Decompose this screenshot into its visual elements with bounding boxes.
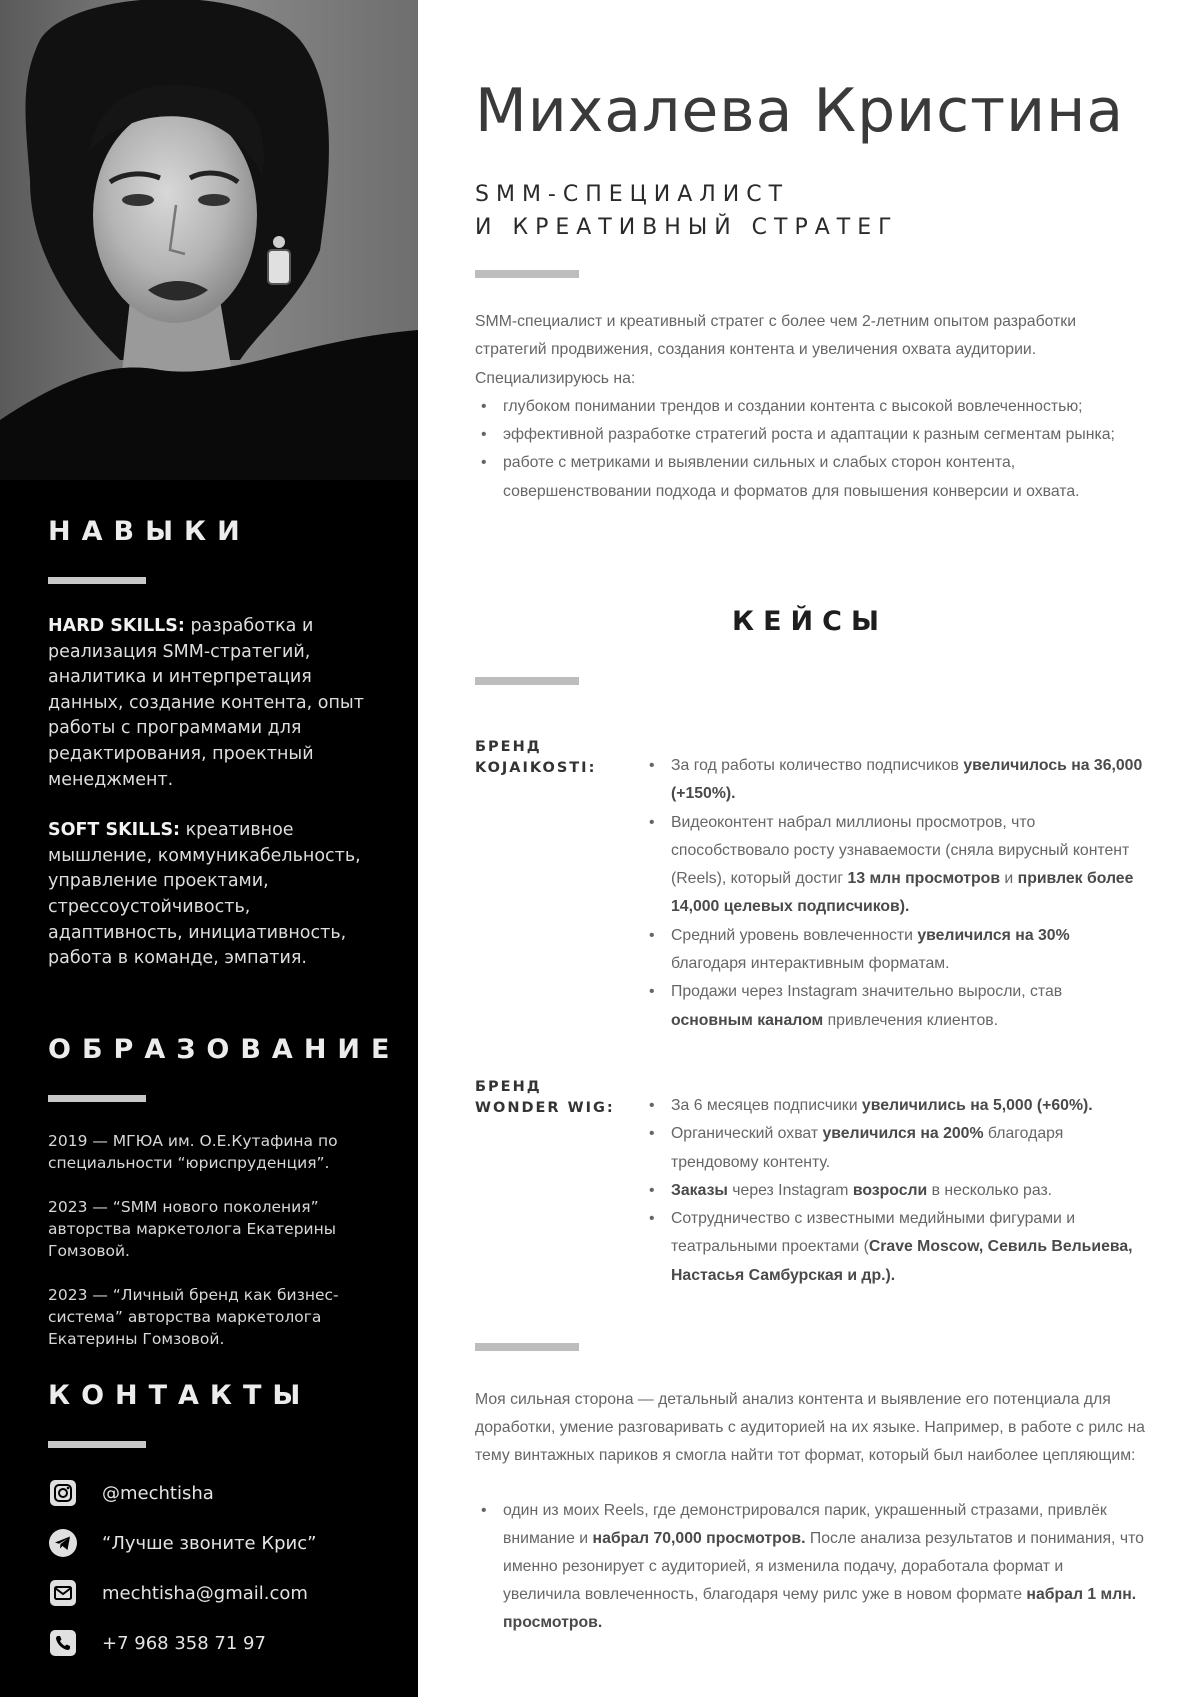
skills-divider: [48, 577, 146, 584]
list-item: • один из моих Reels, где демонстрировался парик, украшенный стразами, привлёк внимание и набрал 70,000 просмотров. После анализа результатов и понимания, что именно резонирует с аудиторией, я изменила подачу, доработала формат и увеличила вовлеченность, благодаря чему рилс уже в новом формате набрал 1 млн. просмотров.: [475, 1497, 1145, 1636]
job-title: [475, 178, 899, 244]
telegram-icon: [48, 1528, 78, 1558]
outro-text: Моя сильная сторона — детальный анализ контента и выявление его потенциала для доработки, умение разговаривать с аудиторией на их языке. Например, в работе с рилс на тему винтажных париков я смогла найти тот формат, который был наиболее цепляющим:: [475, 1391, 1145, 1464]
instagram-icon: [48, 1478, 78, 1508]
email-icon: [48, 1578, 78, 1608]
case-wonderwig-label: [475, 1077, 615, 1119]
contact-instagram[interactable]: [48, 1468, 388, 1518]
email-address[interactable]: mechtisha@gmail.com: [102, 1582, 308, 1604]
education-heading: ОБРАЗОВАНИЕ: [48, 1034, 401, 1065]
intro-summary: [475, 308, 1145, 506]
job-title-line: И КРЕАТИВНЫЙ СТРАТЕГ: [475, 215, 899, 240]
education-divider: [48, 1095, 146, 1102]
header-divider: [475, 270, 579, 278]
intro-list: [475, 393, 1145, 506]
list-item: • За год работы количество подписчиков увеличилось на 36,000 (+150%).: [643, 752, 1148, 809]
soft-skills-text: креативное мышление, коммуникабельность, управление проектами, стрессоустойчивость, адаптивность, инициативность, работа в команде, эмпатия.: [48, 820, 361, 969]
brand-label-line: БРЕНД: [475, 739, 542, 755]
case-kojaikosti-body: [643, 752, 1148, 1035]
contact-telegram[interactable]: [48, 1518, 388, 1568]
full-name: Михалева Кристина: [475, 76, 1125, 146]
cases-divider: [475, 677, 579, 685]
contacts-heading: КОНТАКТЫ: [48, 1380, 312, 1411]
case-kojaikosti-label: [475, 737, 596, 779]
list-item: • эффективной разработке стратегий роста и адаптации к разным сегментам рынка;: [475, 421, 1145, 449]
outro-divider: [475, 1343, 579, 1351]
soft-skills-label: SOFT SKILLS:: [48, 820, 181, 841]
list-item: • Органический охват увеличился на 200% благодаря трендовому контенту.: [643, 1120, 1148, 1177]
education-item: 2023 — “Личный бренд как бизнес-система” авторства маркетолога Екатерины Гомзовой.: [48, 1286, 339, 1348]
list-item: • Заказы через Instagram возросли в несколько раз.: [643, 1177, 1148, 1205]
contacts-divider: [48, 1441, 146, 1448]
profile-photo: [0, 0, 418, 480]
education-item: 2019 — МГЮА им. О.Е.Кутафина по специальности “юриспруденция”.: [48, 1132, 338, 1172]
brand-label-line: WONDER WIG:: [475, 1100, 615, 1116]
phone-icon: [48, 1628, 78, 1658]
job-title-line: SMM-СПЕЦИАЛИСТ: [475, 182, 790, 207]
phone-number[interactable]: +7 968 358 71 97: [102, 1632, 266, 1654]
contact-phone[interactable]: [48, 1618, 388, 1668]
sidebar: [0, 0, 418, 1697]
outro-section: [475, 1386, 1145, 1636]
list-item: • Видеоконтент набрал миллионы просмотров, что способствовало росту узнаваемости (сняла вирусный контент (Reels), который достиг 13 млн просмотров и привлек более 14,000 целевых подписчиков).: [643, 809, 1148, 922]
hard-skills-text: разработка и реализация SMM-стратегий, аналитика и интерпретация данных, создание контента, опыт работы с программами для редактирования, проектный менеджмент.: [48, 616, 364, 790]
contacts-section: [48, 1380, 388, 1668]
education-item: 2023 — “SMM нового поколения” авторства маркетолога Екатерины Гомзовой.: [48, 1198, 336, 1260]
list-item: • Продажи через Instagram значительно выросли, став основным каналом привлечения клиентов.: [643, 978, 1148, 1035]
soft-skills: [48, 818, 388, 972]
list-item: • Сотрудничество с известными медийными фигурами и театральными проектами (Crave Moscow, Севиль Вельиева, Настасья Самбурская и др.).: [643, 1205, 1148, 1290]
portrait-illustration: [0, 0, 418, 480]
contact-email[interactable]: [48, 1568, 388, 1618]
skills-section: [48, 516, 388, 972]
list-item: • работе с метриками и выявлении сильных и слабых сторон контента, совершенствовании подхода и форматов для повышения конверсии и охвата.: [475, 449, 1145, 506]
hard-skills-label: HARD SKILLS:: [48, 616, 185, 636]
case-wonderwig-body: [643, 1092, 1148, 1290]
hard-skills: [48, 614, 388, 793]
list-item: • глубоком понимании трендов и создании контента с высокой вовлеченностью;: [475, 393, 1145, 421]
education-section: [48, 1034, 401, 1372]
intro-text: SMM-специалист и креативный стратег с более чем 2-летним опытом разработки стратегий продвижения, создания контента и увеличения охвата аудитории. Специализируюсь на:: [475, 313, 1077, 387]
list-item: • За 6 месяцев подписчики увеличились на 5,000 (+60%).: [643, 1092, 1148, 1120]
cases-heading: КЕЙСЫ: [732, 606, 888, 637]
skills-heading: НАВЫКИ: [48, 516, 251, 547]
list-item: • Средний уровень вовлеченности увеличился на 30% благодаря интерактивным форматам.: [643, 922, 1148, 979]
telegram-handle[interactable]: “Лучше звоните Крис”: [102, 1532, 317, 1554]
brand-label-line: KOJAIKOSTI:: [475, 760, 597, 776]
instagram-handle[interactable]: @mechtisha: [102, 1482, 214, 1504]
brand-label-line: БРЕНД: [475, 1079, 542, 1095]
